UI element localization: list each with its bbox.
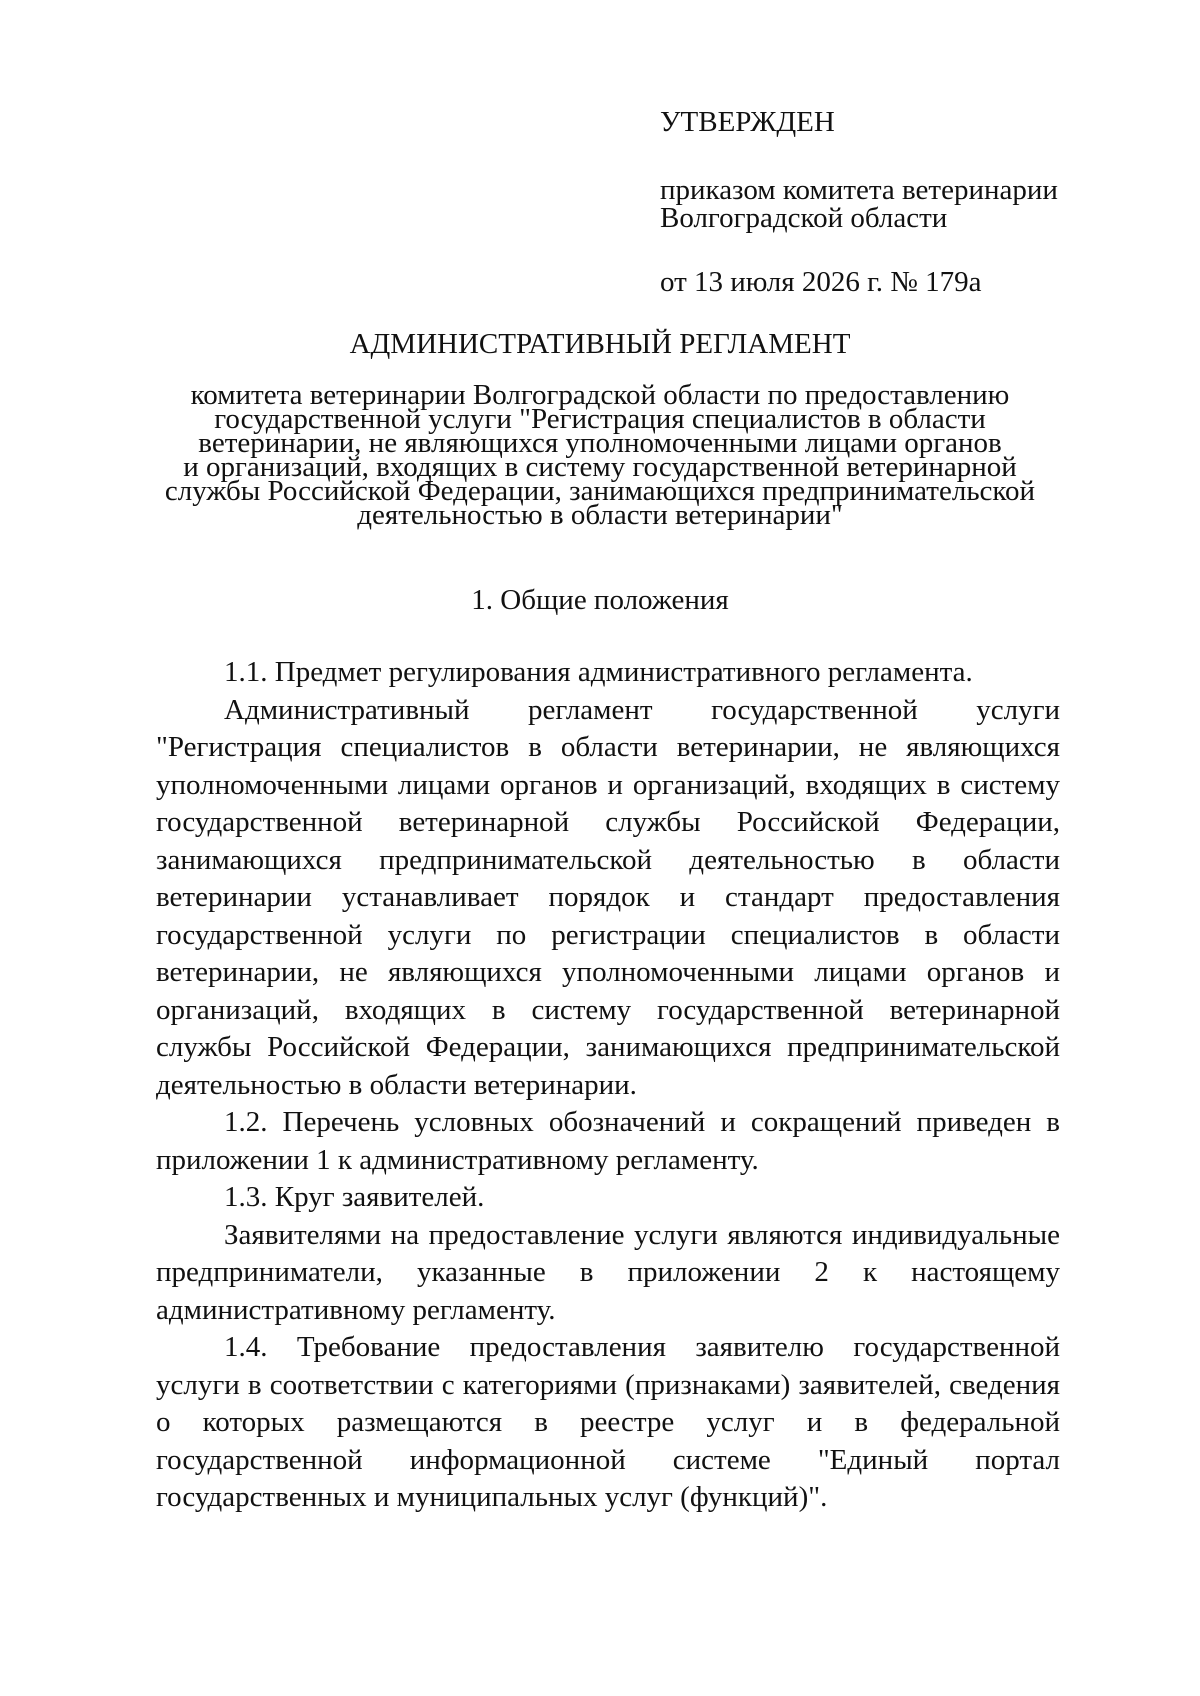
paragraph: 1.1. Предмет регулирования административного регламента.	[224, 656, 973, 688]
paragraph: Заявителями на предоставление услуги являются индивидуальные предприниматели, указанные в приложении 2 к настоящему административному регламенту.	[156, 1218, 1060, 1326]
document-body	[156, 654, 1060, 1517]
paragraph: 1.3. Круг заявителей.	[224, 1181, 485, 1213]
subtitle-line: государственной услуги "Регистрация специалистов в области	[214, 403, 986, 435]
approval-issuer-line: приказом комитета ветеринарии	[660, 174, 1058, 206]
approval-issuer	[660, 176, 1120, 232]
paragraph: 1.4. Требование предоставления заявителю государственной услуги в соответствии с категориями (признаками) заявителей, сведения о которых размещаются в реестре услуг и в федеральной государственной информационной системе "Единый портал государственных и муниципальных услуг (функций)".	[156, 1331, 1060, 1513]
section-heading: 1. Общие положения	[471, 584, 729, 616]
paragraph: Административный регламент государственной услуги "Регистрация специалистов в области ветеринарии, не являющихся уполномоченными лицами органов и организаций, входящих в систему государственной ветеринарной службы Российской Федерации, занимающихся предпринимательской деятельностью в области ветеринарии устанавливает порядок и стандарт предоставления государственной услуги по регистрации специалистов в области ветеринарии, не являющихся уполномоченными лицами органов и организаций, входящих в систему государственной ветеринарной службы Российской Федерации, занимающихся предпринимательской деятельностью в области ветеринарии.	[156, 693, 1060, 1101]
subtitle-line: службы Российской Федерации, занимающихся предпринимательской	[164, 475, 1036, 507]
document-title: АДМИНИСТРАТИВНЫЙ РЕГЛАМЕНТ	[349, 328, 851, 360]
subtitle-line: и организаций, входящих в систему государственной ветеринарной	[183, 451, 1017, 483]
subtitle-line: ветеринарии, не являющихся уполномоченными лицами органов	[198, 427, 1002, 459]
approval-block	[660, 108, 1120, 296]
approval-date-line: от 13 июля 2026 г. № 179а	[660, 266, 982, 298]
approval-stamp-title: УТВЕРЖДЕН	[660, 106, 835, 138]
subtitle-line: комитета ветеринарии Волгоградской области по предоставлению	[190, 379, 1010, 411]
document-subtitle	[60, 379, 1140, 531]
paragraph: 1.2. Перечень условных обозначений и сокращений приведен в приложении 1 к административному регламенту.	[156, 1106, 1060, 1176]
subtitle-line: деятельностью в области ветеринарии"	[357, 499, 843, 531]
approval-issuer-line: Волгоградской области	[660, 202, 948, 234]
